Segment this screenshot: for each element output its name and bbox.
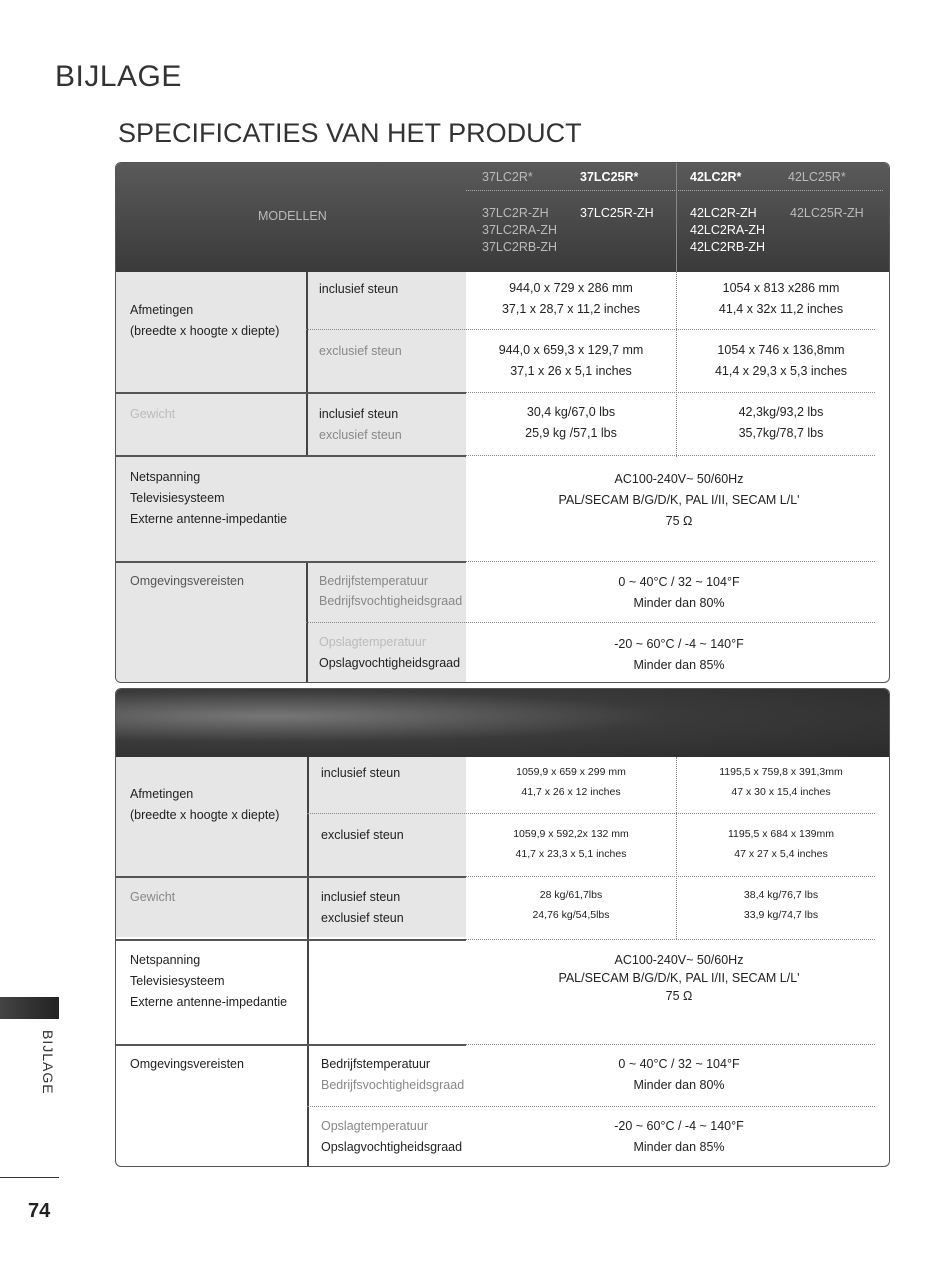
model-3-3: 42LC2RB-ZH xyxy=(690,240,766,254)
weight-37-excl: 25,9 kg /57,1 lbs xyxy=(525,426,617,440)
env-op-temp-label-2: Bedrijfstemperatuur xyxy=(321,1057,431,1071)
model-head-2: 37LC25R* xyxy=(580,170,639,184)
dim-incl-37-in: 37,1 x 28,7 x 11,2 inches xyxy=(501,302,641,316)
label-column-bg-2 xyxy=(116,757,466,937)
env-op-temp-value: 0 ~ 40°C / 32 ~ 104°F xyxy=(618,575,740,589)
dim-excl-b-mm: 1195,5 x 684 x 139mm xyxy=(727,828,835,840)
weight-excl-label: exclusief steun xyxy=(319,428,402,442)
model-3-1: 42LC2R-ZH xyxy=(690,206,757,220)
dim-incl-a-in: 41,7 x 26 x 12 inches xyxy=(521,786,621,798)
excl-label: exclusief steun xyxy=(319,344,402,358)
dim-label-2: Afmetingen xyxy=(130,787,194,801)
model-3-2: 42LC2RA-ZH xyxy=(690,223,766,237)
power-value-2: PAL/SECAM B/G/D/K, PAL I/II, SECAM L/L' xyxy=(558,493,800,507)
dim-incl-42-mm: 1054 x 813 x286 mm xyxy=(722,281,840,295)
env-label-2: Omgevingsvereisten xyxy=(130,1057,244,1071)
env-st-hum-label: Opslagvochtigheidsgraad xyxy=(319,656,461,670)
dim-incl-37-mm: 944,0 x 729 x 286 mm xyxy=(509,281,633,295)
dim-excl-b-in: 47 x 27 x 5,4 inches xyxy=(734,848,828,860)
model-head-3: 42LC2R* xyxy=(690,170,742,184)
side-tab-label: BIJLAGE xyxy=(40,1030,56,1095)
env-op-temp-label: Bedrijfstemperatuur xyxy=(319,574,429,588)
incl-label: inclusief steun xyxy=(319,282,399,296)
env-st-hum-value: Minder dan 85% xyxy=(633,658,725,672)
env-op-temp-value-2: 0 ~ 40°C / 32 ~ 104°F xyxy=(618,1057,740,1071)
env-st-temp-label-2: Opslagtemperatuur xyxy=(321,1119,429,1133)
model-head-1: 37LC2R* xyxy=(482,170,533,184)
weight-excl-label-2: exclusief steun xyxy=(321,911,404,925)
power-label-3: Externe antenne-impedantie xyxy=(130,512,288,526)
power-label-1-2: Netspanning xyxy=(130,953,201,967)
weight-b-excl: 33,9 kg/74,7 lbs xyxy=(743,909,819,921)
dim-excl-37-in: 37,1 x 26 x 5,1 inches xyxy=(510,364,632,378)
side-tab-marker xyxy=(0,997,59,1019)
env-st-hum-label-2: Opslagvochtigheidsgraad xyxy=(321,1140,463,1154)
page-title: SPECIFICATIES VAN HET PRODUCT xyxy=(118,118,582,148)
weight-incl-label: inclusief steun xyxy=(319,407,399,421)
power-value-1: AC100-240V~ 50/60Hz xyxy=(614,472,744,486)
weight-label-2: Gewicht xyxy=(130,890,176,904)
page-number: 74 xyxy=(28,1200,51,1222)
models-label: MODELLEN xyxy=(258,209,327,223)
spec-table-2 xyxy=(115,688,890,1167)
power-label-1: Netspanning xyxy=(130,470,201,484)
dim-incl-a-mm: 1059,9 x 659 x 299 mm xyxy=(516,766,626,778)
model-2-1: 37LC25R-ZH xyxy=(580,206,654,220)
weight-42-incl: 42,3kg/93,2 lbs xyxy=(738,405,824,419)
power-value-3-2: 75 Ω xyxy=(665,989,693,1003)
incl-label-2: inclusief steun xyxy=(321,766,401,780)
dim-incl-b-in: 47 x 30 x 15,4 inches xyxy=(731,786,831,798)
page-rule xyxy=(0,1177,59,1178)
weight-42-excl: 35,7kg/78,7 lbs xyxy=(738,426,824,440)
power-label-2: Televisiesysteem xyxy=(130,491,225,505)
model-1-2: 37LC2RA-ZH xyxy=(482,223,558,237)
env-op-hum-label: Bedrijfsvochtigheidsgraad xyxy=(319,594,463,608)
power-value-3: 75 Ω xyxy=(665,514,693,528)
models-header-band-2 xyxy=(116,689,889,757)
dim-incl-b-mm: 1195,5 x 759,8 x 391,3mm xyxy=(719,766,843,778)
weight-a-excl: 24,76 kg/54,5lbs xyxy=(532,909,610,921)
weight-37-incl: 30,4 kg/67,0 lbs xyxy=(526,405,616,419)
dim-sublabel-2: (breedte x hoogte x diepte) xyxy=(130,808,280,822)
env-op-hum-value-2: Minder dan 80% xyxy=(633,1078,725,1092)
dim-incl-42-in: 41,4 x 32x 11,2 inches xyxy=(718,302,844,316)
section-title: BIJLAGE xyxy=(55,60,182,93)
env-st-temp-value: -20 ~ 60°C / -4 ~ 140°F xyxy=(614,637,744,651)
dim-excl-a-mm: 1059,9 x 592,2x 132 mm xyxy=(513,828,629,840)
power-value-2-2: PAL/SECAM B/G/D/K, PAL I/II, SECAM L/L' xyxy=(558,971,800,985)
dim-excl-42-in: 41,4 x 29,3 x 5,3 inches xyxy=(714,364,848,378)
env-st-temp-value-2: -20 ~ 60°C / -4 ~ 140°F xyxy=(614,1119,744,1133)
env-op-hum-label-2: Bedrijfsvochtigheidsgraad xyxy=(321,1078,465,1092)
dim-excl-a-in: 41,7 x 23,3 x 5,1 inches xyxy=(515,848,627,860)
power-label-2-2: Televisiesysteem xyxy=(130,974,225,988)
model-1-3: 37LC2RB-ZH xyxy=(482,240,558,254)
excl-label-2: exclusief steun xyxy=(321,828,404,842)
env-st-hum-value-2: Minder dan 85% xyxy=(633,1140,725,1154)
spec-table-1 xyxy=(115,162,890,683)
model-4-1: 42LC25R-ZH xyxy=(790,206,864,220)
model-1-1: 37LC2R-ZH xyxy=(482,206,549,220)
power-label-3-2: Externe antenne-impedantie xyxy=(130,995,288,1009)
power-value-1-2: AC100-240V~ 50/60Hz xyxy=(614,953,744,967)
model-head-4: 42LC25R* xyxy=(788,170,846,184)
env-op-hum-value: Minder dan 80% xyxy=(633,596,725,610)
weight-a-incl: 28 kg/61,7lbs xyxy=(539,889,603,901)
weight-label: Gewicht xyxy=(130,407,176,421)
dim-label: Afmetingen xyxy=(130,303,194,317)
env-label: Omgevingsvereisten xyxy=(130,574,244,588)
dim-sublabel: (breedte x hoogte x diepte) xyxy=(130,324,280,338)
weight-incl-label-2: inclusief steun xyxy=(321,890,401,904)
weight-b-incl: 38,4 kg/76,7 lbs xyxy=(743,889,819,901)
dim-excl-42-mm: 1054 x 746 x 136,8mm xyxy=(717,343,845,357)
env-st-temp-label: Opslagtemperatuur xyxy=(319,635,427,649)
dim-excl-37-mm: 944,0 x 659,3 x 129,7 mm xyxy=(498,343,644,357)
